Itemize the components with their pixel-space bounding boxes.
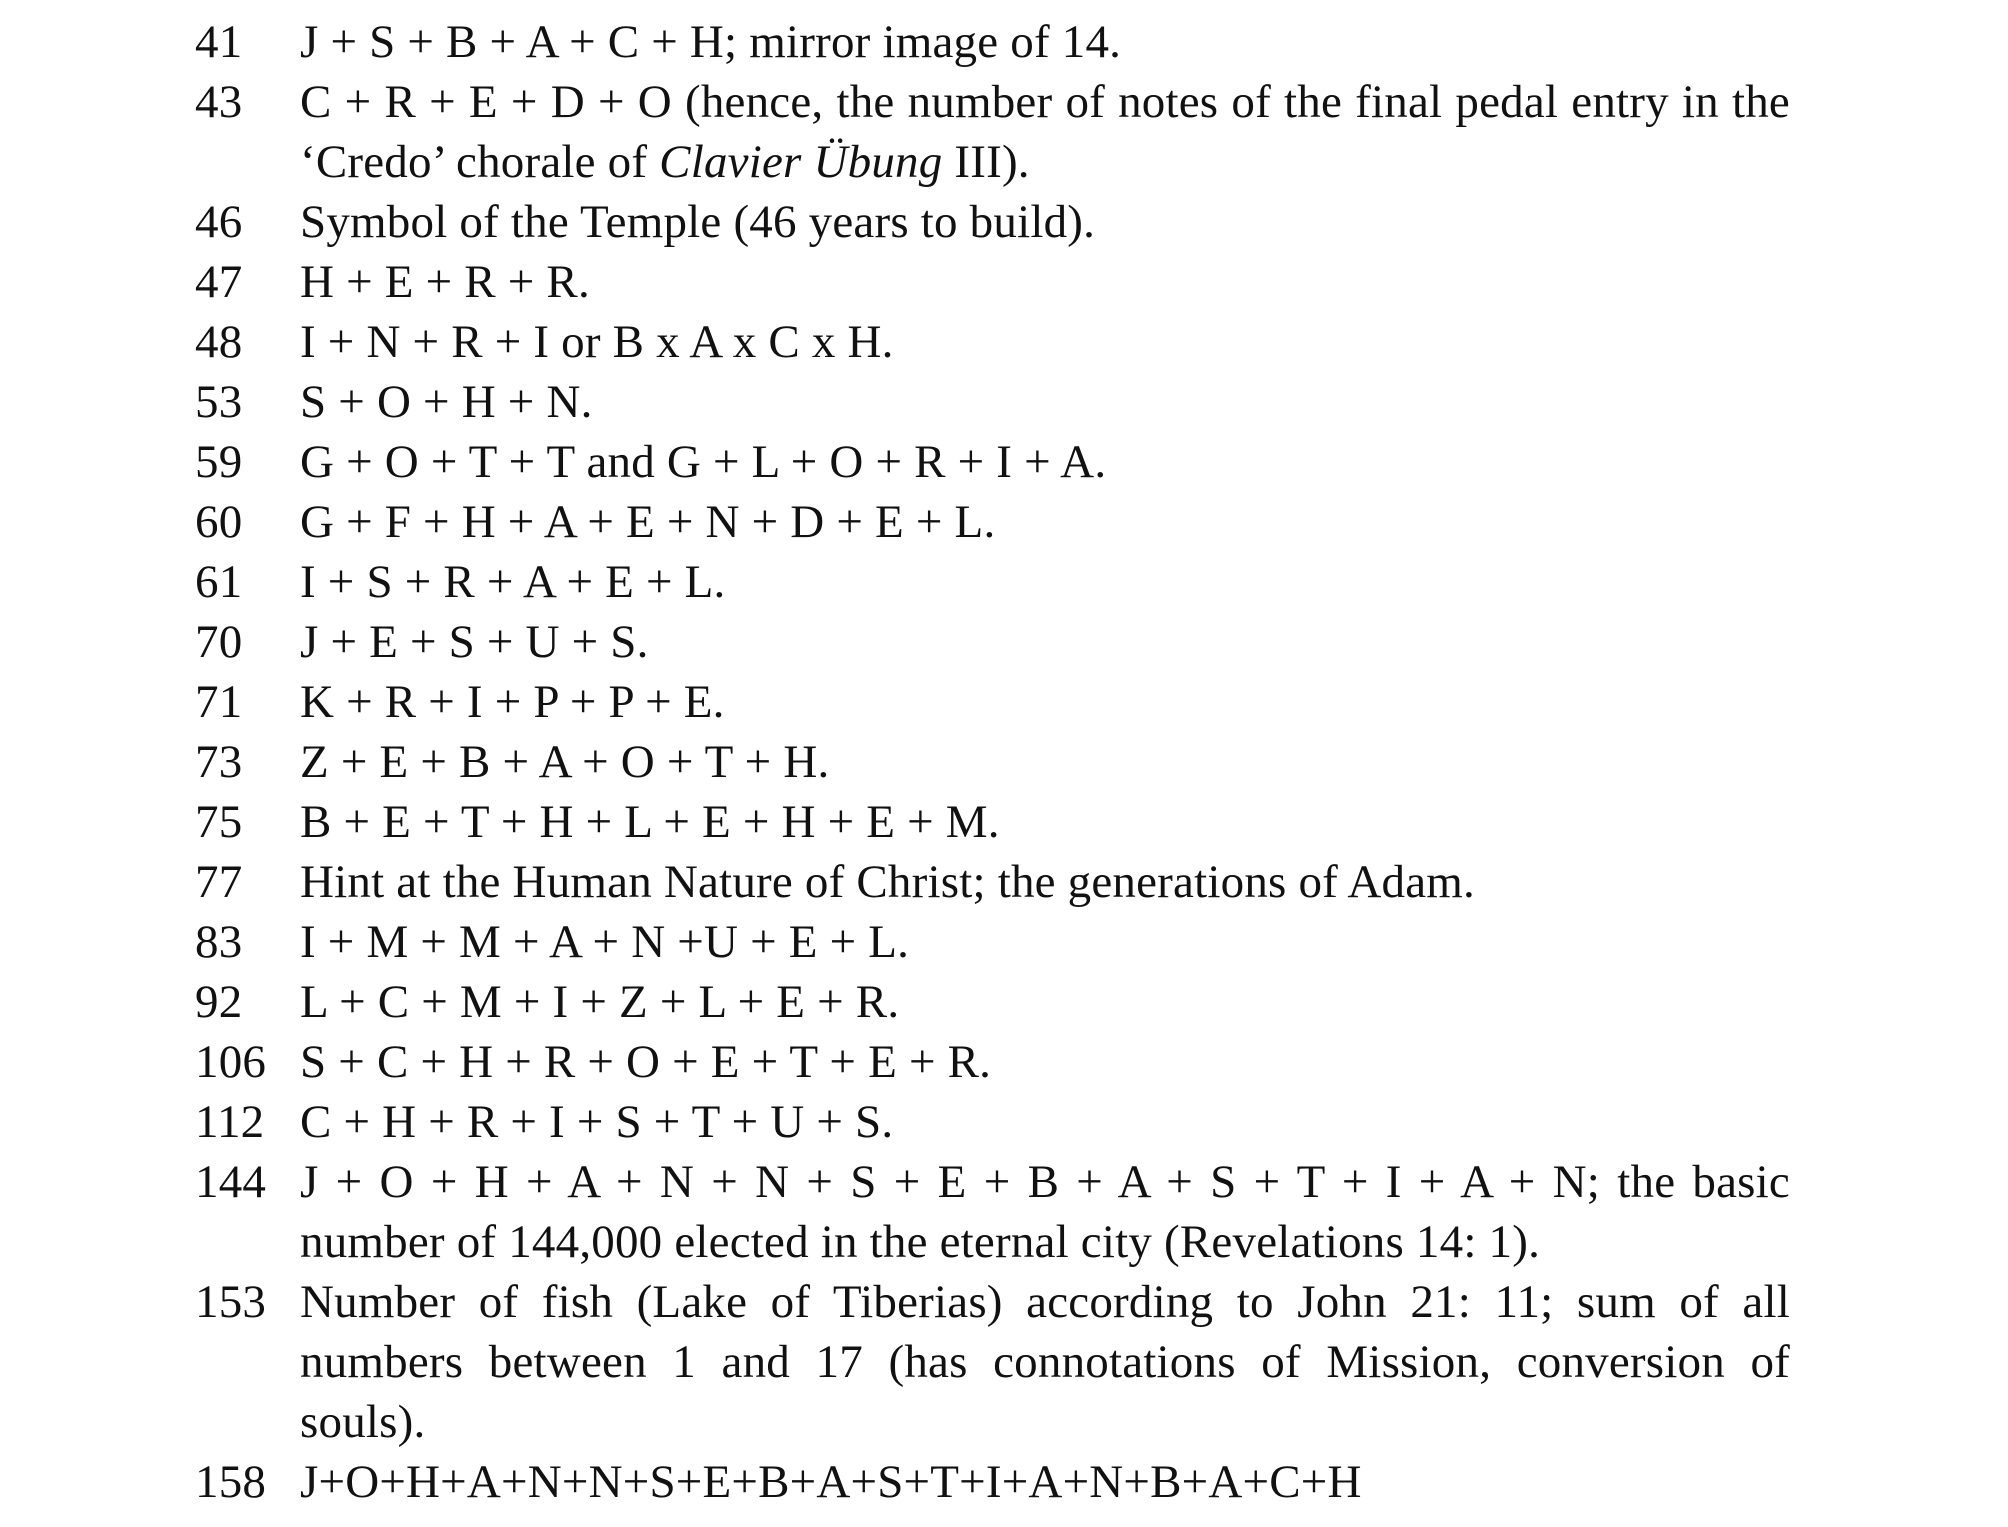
entry-text: K + R + I + P + P + E. (300, 676, 725, 728)
entry-text (300, 72, 1790, 192)
entry-number: 70 (195, 616, 243, 668)
entry-number: 92 (195, 976, 243, 1028)
work-title: Clavier Übung (659, 136, 943, 188)
entry-text: H + E + R + R. (300, 256, 590, 308)
entry-text: S + O + H + N. (300, 376, 593, 428)
entry-number: 144 (195, 1156, 267, 1208)
entry-number: 41 (195, 16, 243, 68)
list-item (195, 1092, 1795, 1152)
list-item (195, 252, 1795, 312)
list-item (195, 432, 1795, 492)
list-item (195, 852, 1795, 912)
entry-text: Symbol of the Temple (46 years to build). (300, 196, 1096, 248)
entry-text: Z + E + B + A + O + T + H. (300, 736, 830, 788)
entry-text: J + E + S + U + S. (300, 616, 649, 668)
entry-number: 83 (195, 916, 243, 968)
list-item (195, 1032, 1795, 1092)
list-item (195, 492, 1795, 552)
list-item (195, 1152, 1795, 1272)
list-item (195, 72, 1795, 192)
entry-text-part: C + R + E + D + O (hence, the number of notes of the final pedal entry in the ‘Credo’ chorale of (300, 76, 1790, 188)
entry-number: 77 (195, 856, 243, 908)
list-item (195, 192, 1795, 252)
entry-text: I + N + R + I or B x A x C x H. (300, 316, 894, 368)
entry-number: 71 (195, 676, 243, 728)
entry-number: 106 (195, 1036, 267, 1088)
entry-number: 153 (195, 1276, 267, 1328)
entry-number: 43 (195, 76, 243, 128)
list-item (195, 1272, 1795, 1452)
entry-text-part: III). (942, 136, 1030, 188)
entry-text: J + O + H + A + N + N + S + E + B + A + S + T + I + A + N; the basic number of 144,000 elected in the eternal city (Revelations 14: 1). (300, 1156, 1790, 1268)
list-item (195, 732, 1795, 792)
entry-text: J+O+H+A+N+N+S+E+B+A+S+T+I+A+N+B+A+C+H (300, 1456, 1362, 1508)
entry-text: J + S + B + A + C + H; mirror image of 14. (300, 16, 1122, 68)
list-item (195, 972, 1795, 1032)
entry-text: L + C + M + I + Z + L + E + R. (300, 976, 900, 1028)
entry-text: I + S + R + A + E + L. (300, 556, 726, 608)
entry-text: B + E + T + H + L + E + H + E + M. (300, 796, 1000, 848)
list-item (195, 792, 1795, 852)
entry-number: 48 (195, 316, 243, 368)
entry-text: Hint at the Human Nature of Christ; the generations of Adam. (300, 856, 1475, 908)
entry-number: 73 (195, 736, 243, 788)
entry-text: Number of fish (Lake of Tiberias) according to John 21: 11; sum of all numbers between 1 and 17 (has connotations of Mission, conversion of souls). (300, 1276, 1790, 1448)
number-symbolism-list (195, 12, 1795, 1512)
entry-number: 61 (195, 556, 243, 608)
entry-text: I + M + M + A + N +U + E + L. (300, 916, 910, 968)
entry-text: G + F + H + A + E + N + D + E + L. (300, 496, 996, 548)
entry-number: 60 (195, 496, 243, 548)
list-item (195, 312, 1795, 372)
list-item (195, 1452, 1795, 1512)
list-item (195, 552, 1795, 612)
entry-text: C + H + R + I + S + T + U + S. (300, 1096, 894, 1148)
list-item (195, 672, 1795, 732)
list-item (195, 12, 1795, 72)
entry-number: 112 (195, 1096, 265, 1148)
entry-number: 53 (195, 376, 243, 428)
list-item (195, 912, 1795, 972)
entry-number: 46 (195, 196, 243, 248)
entry-text: S + C + H + R + O + E + T + E + R. (300, 1036, 992, 1088)
list-item (195, 372, 1795, 432)
entry-text: G + O + T + T and G + L + O + R + I + A. (300, 436, 1107, 488)
entry-number: 158 (195, 1456, 267, 1508)
entry-number: 47 (195, 256, 243, 308)
entry-number: 59 (195, 436, 243, 488)
entry-number: 75 (195, 796, 243, 848)
list-item (195, 612, 1795, 672)
